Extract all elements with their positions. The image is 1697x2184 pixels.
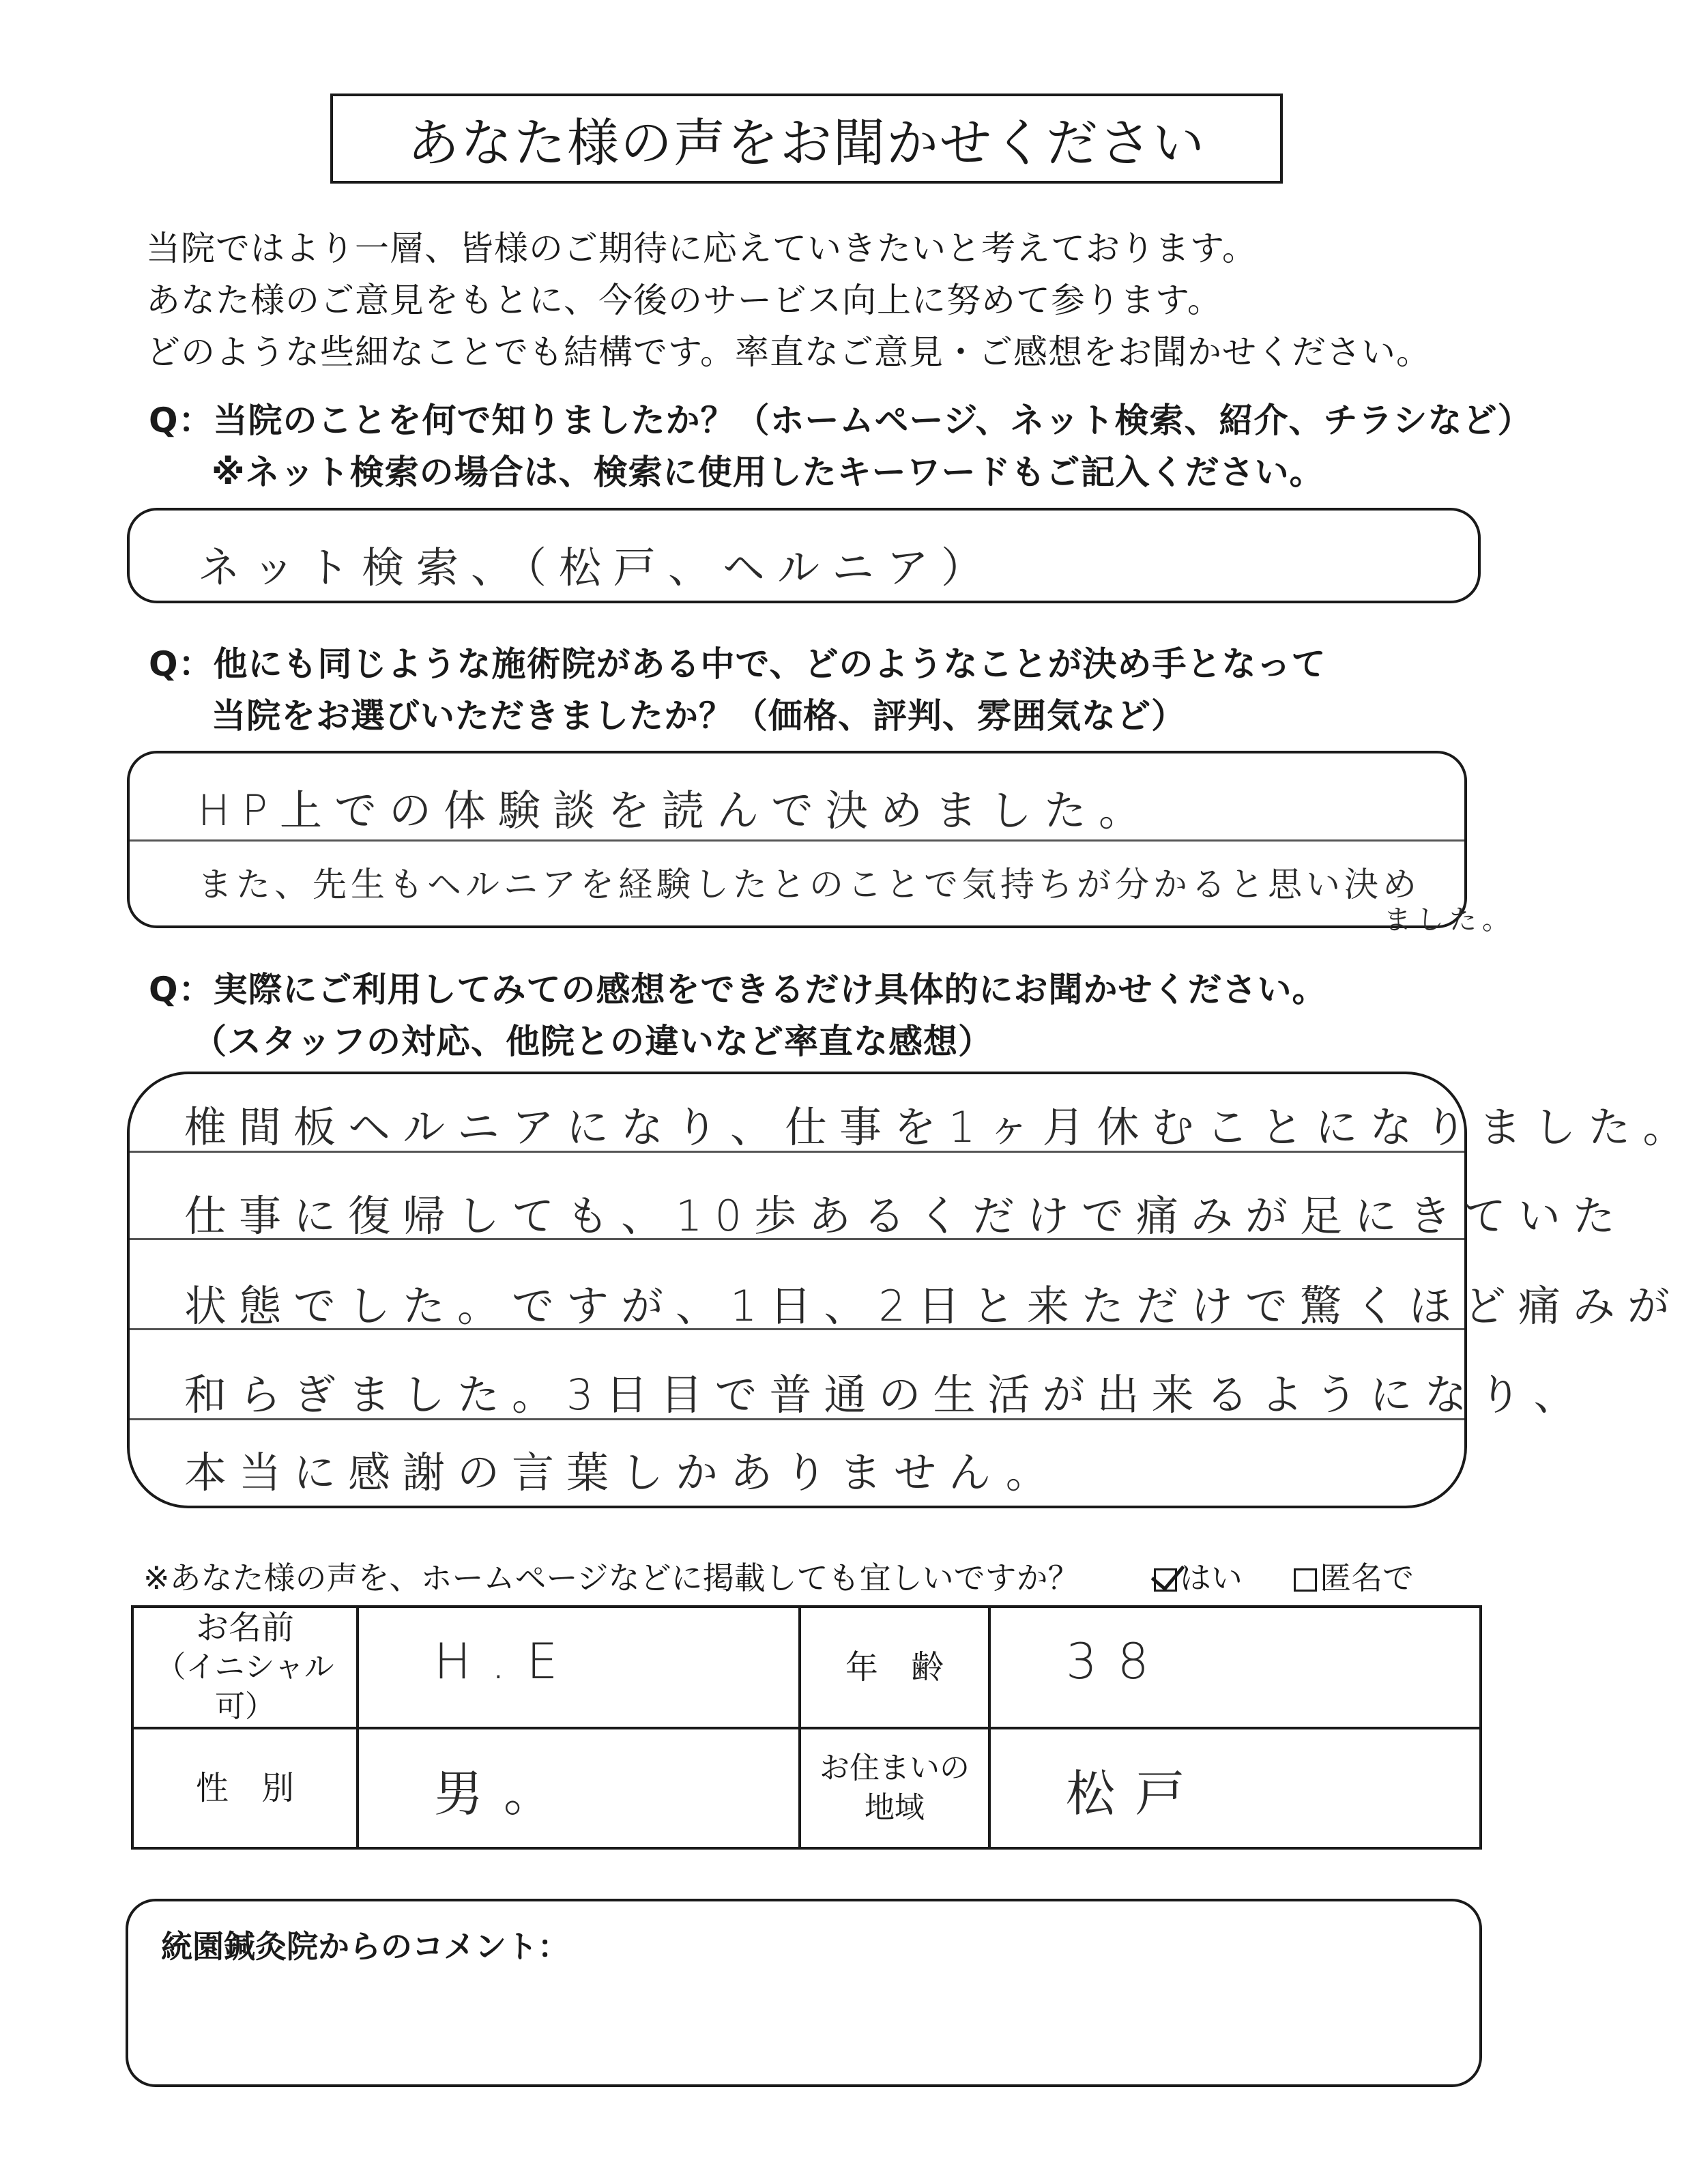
answer-3-line: 和らぎました。3日目で普通の生活が出来るようになり、 (184, 1370, 1589, 1420)
question-1-text: Q：当院のことを何で知りましたか？（ホームページ、ネット検索、紹介、チラシなど） (149, 401, 1533, 440)
intro-line: どのような些細なことでも結構です。率直なご意見・ご感想をお聞かせください。 (146, 332, 1431, 372)
intro-line: あなた様のご意見をもとに、今後のサービス向上に努めて参ります。 (146, 281, 1222, 320)
question-3-text: Q：実際にご利用してみての感想をできるだけ具体的にお聞かせください。 (149, 970, 1327, 1009)
answer-3-line: 状態でした。ですが、1日、2日と来ただけで驚くほど痛みが (184, 1281, 1682, 1331)
page-title (330, 94, 1283, 184)
anonymous-label: 匿名で (1320, 1560, 1415, 1596)
area-label-note: 地域 (865, 1790, 925, 1825)
name-label (132, 1607, 358, 1728)
area-label (800, 1728, 989, 1848)
name-label-note: （イニシャル可） (156, 1650, 334, 1724)
age-label (800, 1607, 989, 1728)
yes-checkbox[interactable] (1154, 1568, 1177, 1592)
question-3-note: （スタッフの対応、他院との違いなど率直な感想） (192, 1022, 993, 1061)
age-label-text: 年 齢 (845, 1648, 944, 1686)
intro-text (146, 222, 1483, 378)
answer-2-line: また、先生もヘルニアを経験したとのことで気持ちが分かると思い決め (198, 865, 1421, 904)
clinic-comment-label: 統園鍼灸院からのコメント： (161, 1928, 569, 1965)
area-label-text: お住まいの (820, 1751, 970, 1785)
question-3 (149, 964, 1327, 1067)
profile-table (131, 1605, 1482, 1850)
question-2 (149, 638, 1326, 742)
area-field[interactable] (989, 1728, 1481, 1848)
answer-2-box[interactable] (127, 751, 1467, 928)
yes-label: はい (1179, 1560, 1243, 1596)
gender-label-text: 性 別 (195, 1769, 294, 1807)
area-value: 松戸 (1066, 1765, 1206, 1822)
answer-3-box[interactable] (127, 1072, 1697, 1508)
age-field[interactable] (989, 1607, 1481, 1728)
question-2-note: 当院をお選びいただきましたか？（価格、評判、雰囲気など） (212, 696, 1186, 736)
answer-2-overflow: ました。 (1384, 904, 1515, 936)
name-field[interactable] (358, 1607, 800, 1728)
answer-3-line: 本当に感謝の言葉しかありません。 (184, 1448, 1060, 1497)
anonymous-checkbox[interactable] (1294, 1568, 1317, 1592)
gender-label (132, 1728, 358, 1848)
name-value: H.E (434, 1633, 579, 1690)
consent-question: ※あなた様の声を、ホームページなどに掲載しても宜しいですか？ (143, 1560, 1079, 1596)
answer-1-text: ネット検索、（松戸、ヘルニア） (198, 543, 996, 592)
ruled-line (130, 839, 1464, 842)
consent-row (143, 1553, 1414, 1598)
intro-line: 当院ではより一層、皆様のご期待に応えていきたいと考えております。 (146, 229, 1257, 268)
clinic-comment-box[interactable] (126, 1899, 1482, 2087)
answer-1-box[interactable] (127, 508, 1481, 603)
answer-2-line: HP上での体験談を読んで決めました。 (198, 786, 1154, 835)
gender-field[interactable] (358, 1728, 800, 1848)
page-title-text: あなた様の声をお聞かせください (407, 112, 1206, 173)
answer-3-line: 椎間板ヘルニアになり、仕事を1ヶ月休むことになりました。 (184, 1102, 1697, 1152)
question-1 (149, 394, 1533, 498)
table-row (132, 1607, 1481, 1728)
table-row (132, 1728, 1481, 1848)
age-value: 38 (1066, 1633, 1170, 1690)
question-2-text: Q：他にも同じような施術院がある中で、どのようなことが決め手となって (149, 644, 1326, 684)
answer-3-line: 仕事に復帰しても、10歩あるくだけで痛みが足にきていた (184, 1191, 1627, 1241)
name-label-text: お名前 (195, 1609, 294, 1647)
gender-value: 男。 (434, 1765, 574, 1822)
question-1-note: ※ネット検索の場合は、検索に使用したキーワードもご記入ください。 (212, 452, 1324, 492)
